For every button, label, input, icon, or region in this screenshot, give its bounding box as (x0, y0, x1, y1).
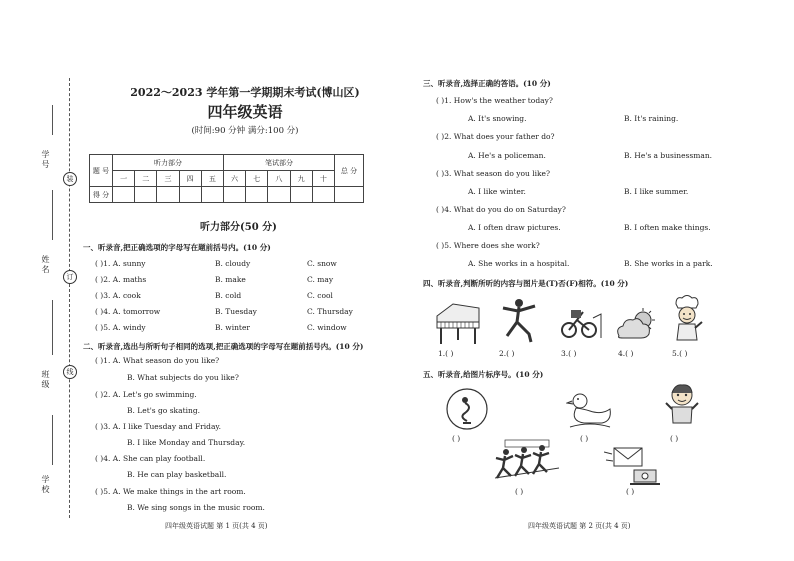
s4-blank-1[interactable]: 1.( ) (438, 349, 454, 358)
s5-blank-4[interactable]: ( ) (515, 487, 524, 496)
listening-part-header: 听力部分 (113, 155, 224, 171)
section5-title: 五、听录音,给图片标序号。(10 分) (423, 370, 544, 379)
s2-q1-b: B. What subjects do you like? (127, 373, 239, 382)
s3-q2-a: A. He's a policeman. (468, 151, 546, 160)
q-num: 九 (290, 171, 312, 187)
section3-title: 三、听录音,选择正确的答语。(10 分) (423, 79, 551, 88)
score-table-q-header: 题 号 (90, 155, 113, 187)
seal-zhuang: 装 (63, 172, 77, 186)
section1-title: 一、听录音,把正确选项的字母写在题前括号内。(10 分) (83, 243, 271, 252)
exam-subject: 四年级英语 (207, 103, 283, 121)
s1-q2-b: B. make (215, 275, 246, 284)
total-header: 总 分 (335, 155, 364, 187)
s1-q4-a: ( )4. A. tomorrow (95, 307, 161, 316)
s2-q3-b: B. I like Monday and Thursday. (127, 438, 246, 447)
s4-blank-5[interactable]: 5.( ) (672, 349, 688, 358)
s3-q4-b: B. I often make things. (624, 223, 711, 232)
piano-picture (433, 298, 483, 346)
s4-blank-3[interactable]: 3.( ) (561, 349, 577, 358)
s2-q5-a: ( )5. A. We make things in the art room. (95, 487, 246, 496)
s2-q4-b: B. He can play basketball. (127, 470, 227, 479)
s3-q4-a: A. I often draw pictures. (468, 223, 561, 232)
boy-picture (665, 383, 699, 429)
q-num: 五 (201, 171, 223, 187)
s3-q1: ( )1. How's the weather today? (436, 96, 553, 105)
s1-q5-c: C. window (307, 323, 347, 332)
q-num: 七 (246, 171, 268, 187)
s5-blank-2[interactable]: ( ) (580, 434, 589, 443)
duck-picture (566, 391, 614, 429)
q-num: 四 (179, 171, 201, 187)
s2-q3-a: ( )3. A. I like Tuesday and Friday. (95, 422, 222, 431)
score-cell[interactable] (268, 187, 290, 203)
exam-info: (时间:90 分钟 满分:100 分) (191, 126, 299, 136)
class-line (52, 300, 53, 355)
s1-q1-a: ( )1. A. sunny (95, 259, 146, 268)
s3-q5-a: A. She works in a hospital. (468, 259, 570, 268)
kungfu-picture (495, 296, 545, 346)
s5-blank-5[interactable]: ( ) (626, 487, 635, 496)
s5-blank-3[interactable]: ( ) (670, 434, 679, 443)
listening-title: 听力部分(50 分) (200, 222, 277, 233)
footer-right: 四年级英语试题 第 2 页(共 4 页) (528, 522, 631, 530)
student-id-label: 学号 (41, 150, 50, 170)
score-cell[interactable] (157, 187, 179, 203)
s1-q5-a: ( )5. A. windy (95, 323, 146, 332)
chef-picture (668, 294, 706, 344)
footer-left: 四年级英语试题 第 1 页(共 4 页) (165, 522, 268, 530)
s3-q4: ( )4. What do you do on Saturday? (436, 205, 566, 214)
s3-q1-a: A. It's snowing. (468, 114, 527, 123)
exam-title: 2022～2023 学年第一学期期末考试(博山区) (130, 86, 360, 99)
q-num: 一 (113, 171, 135, 187)
s2-q2-b: B. Let's go skating. (127, 406, 201, 415)
s3-q5-b: B. She works in a park. (624, 259, 713, 268)
binding-dashed-line (69, 78, 70, 518)
school-line (52, 415, 53, 465)
s3-q2: ( )2. What does your father do? (436, 132, 555, 141)
s1-q4-b: B. Tuesday (215, 307, 257, 316)
section2-title: 二、听录音,选出与所听句子相同的选项,把正确选项的字母写在题前括号内。(10 分) (83, 342, 364, 351)
s2-q4-a: ( )4. A. She can play football. (95, 454, 206, 463)
s1-q2-c: C. may (307, 275, 334, 284)
score-cell[interactable] (290, 187, 312, 203)
ice-skating-picture (443, 387, 491, 431)
name-label: 姓名 (41, 255, 50, 275)
score-cell[interactable] (246, 187, 268, 203)
s1-q4-c: C. Thursday (307, 307, 353, 316)
s1-q1-c: C. snow (307, 259, 337, 268)
s1-q3-c: C. cool (307, 291, 333, 300)
score-cell[interactable] (335, 187, 364, 203)
s2-q5-b: B. We sing songs in the music room. (127, 503, 265, 512)
q-num: 三 (157, 171, 179, 187)
q-num: 二 (135, 171, 157, 187)
score-cell[interactable] (223, 187, 245, 203)
s1-q5-b: B. winter (215, 323, 250, 332)
s1-q1-b: B. cloudy (215, 259, 251, 268)
s3-q3-b: B. I like summer. (624, 187, 689, 196)
s3-q3: ( )3. What season do you like? (436, 169, 550, 178)
score-table (89, 154, 364, 203)
s1-q2-a: ( )2. A. maths (95, 275, 147, 284)
s2-q2-a: ( )2. A. Let's go swimming. (95, 390, 197, 399)
s3-q1-b: B. It's raining. (624, 114, 679, 123)
score-row-header: 得 分 (90, 187, 113, 203)
section4-title: 四、听录音,判断所听的内容与图片是(T)否(F)相符。(10 分) (423, 279, 629, 288)
seal-ding: 订 (63, 270, 77, 284)
class-label: 班级 (41, 370, 50, 390)
s5-blank-1[interactable]: ( ) (452, 434, 461, 443)
score-cell[interactable] (113, 187, 135, 203)
s3-q5: ( )5. Where does she work? (436, 241, 540, 250)
score-cell[interactable] (201, 187, 223, 203)
score-cell[interactable] (179, 187, 201, 203)
written-part-header: 笔试部分 (223, 155, 334, 171)
seal-xian: 线 (63, 365, 77, 379)
running-race-picture (491, 438, 563, 484)
name-line (52, 190, 53, 240)
s3-q3-a: A. I like winter. (468, 187, 526, 196)
score-cell[interactable] (135, 187, 157, 203)
s4-blank-2[interactable]: 2.( ) (499, 349, 515, 358)
weather-picture (613, 308, 659, 344)
s2-q1-a: ( )1. A. What season do you like? (95, 356, 220, 365)
email-picture (604, 444, 668, 486)
s1-q3-a: ( )3. A. cook (95, 291, 141, 300)
q-num: 八 (268, 171, 290, 187)
q-num: 十 (312, 171, 334, 187)
s4-blank-4[interactable]: 4.( ) (618, 349, 634, 358)
q-num: 六 (223, 171, 245, 187)
score-cell[interactable] (312, 187, 334, 203)
s1-q3-b: B. cold (215, 291, 242, 300)
s3-q2-b: B. He's a businessman. (624, 151, 713, 160)
bike-jump-picture (557, 302, 603, 344)
school-label: 学校 (41, 475, 50, 495)
student-id-line (52, 105, 53, 135)
